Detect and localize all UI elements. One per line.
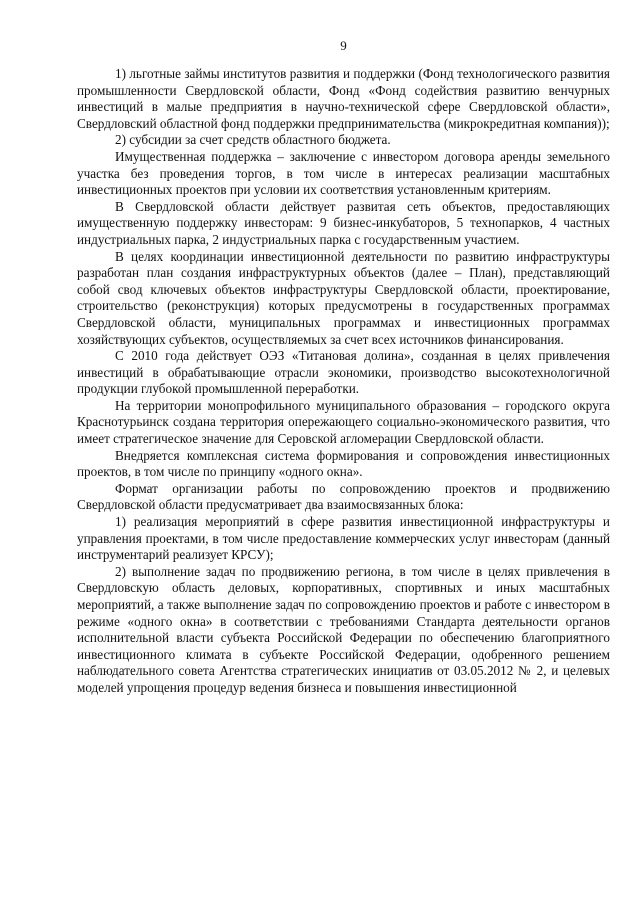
paragraph-block-one: 1) реализация мероприятий в сфере развития инвестиционной инфраструктуры и управления проектами, в том числе предоставление коммерческих услуг инвесторам (данный инструментарий реализует КРСУ); xyxy=(77,514,610,563)
paragraph-work-format: Формат организации работы по сопровождению проектов и продвижению Свердловской области предусматривает два взаимосвязанных блока: xyxy=(77,480,610,513)
paragraph-one-window: Внедряется комплексная система формирования и сопровождения инвестиционных проектов, в том числе по принципу «одного окна». xyxy=(77,447,610,480)
paragraph-krasnoturinsk: На территории монопрофильного муниципального образования – городского округа Краснотурьинск создана территория опережающего социально-экономического развития, что имеет стратегическое значение для Серовской агломерации Свердловской области. xyxy=(77,397,610,447)
paragraph-infrastructure-plan: В целях координации инвестиционной деятельности по развитию инфраструктуры разработан план создания инфраструктурных объектов (далее – План), представляющий собой свод ключевых объектов инфраструктуры Свердловской области, проектирование, строительство (реконструкция) которых предусмотрены в государственных программах Свердловской области, муниципальных программах и инвестиционных программах хозяйствующих субъектов, осуществляемых за счет всех источников финансирования. xyxy=(77,248,610,347)
page-number: 9 xyxy=(340,38,347,53)
paragraph-property-support: Имущественная поддержка – заключение с инвестором договора аренды земельного участка без проведения торгов, в том числе в интересах реализации масштабных инвестиционных проектов при условии их соответствия установленным критериям. xyxy=(77,148,610,198)
paragraph-block-two: 2) выполнение задач по продвижению региона, в том числе в целях привлечения в Свердловскую область деловых, корпоративных, спортивных и иных масштабных мероприятий, а также выполнение задач по сопровождению проектов и работе с инвестором в режиме «одного окна» в соответствии с требованиями Стандарта деятельности органов исполнительной власти субъекта Российской Федерации по обеспечению благоприятного инвестиционного климата в субъекте Российской Федерации, одобренного решением наблюдательного совета Агентства стратегических инициатив от 03.05.2012 № 2, и целевых моделей упрощения процедур ведения бизнеса и повышения инвестиционной xyxy=(77,563,610,695)
paragraph-infrastructure-network: В Свердловской области действует развитая сеть объектов, предоставляющих имущественную поддержку инвесторам: 9 бизнес-инкубаторов, 5 технопарков, 4 частных индустриальных парка, 2 индустриальных парка с государственным участием. xyxy=(77,198,610,247)
paragraph-titanium-valley: С 2010 года действует ОЭЗ «Титановая долина», созданная в целях привлечения инвестиций в обрабатывающие отрасли экономики, производство высокотехнологичной продукции глубокой промышленной переработки. xyxy=(77,348,610,397)
paragraph-subsidies: 2) субсидии за счет средств областного бюджета. xyxy=(115,132,391,148)
paragraph-loans: 1) льготные займы институтов развития и поддержки (Фонд технологического развития промышленности Свердловской области, Фонд «Фонд содействия развитию венчурных инвестиций в малые предприятия в научно-технической сфере Свердловской области», Свердловский областной фонд поддержки предпринимательства (микрокредитная компания)); xyxy=(77,66,610,131)
